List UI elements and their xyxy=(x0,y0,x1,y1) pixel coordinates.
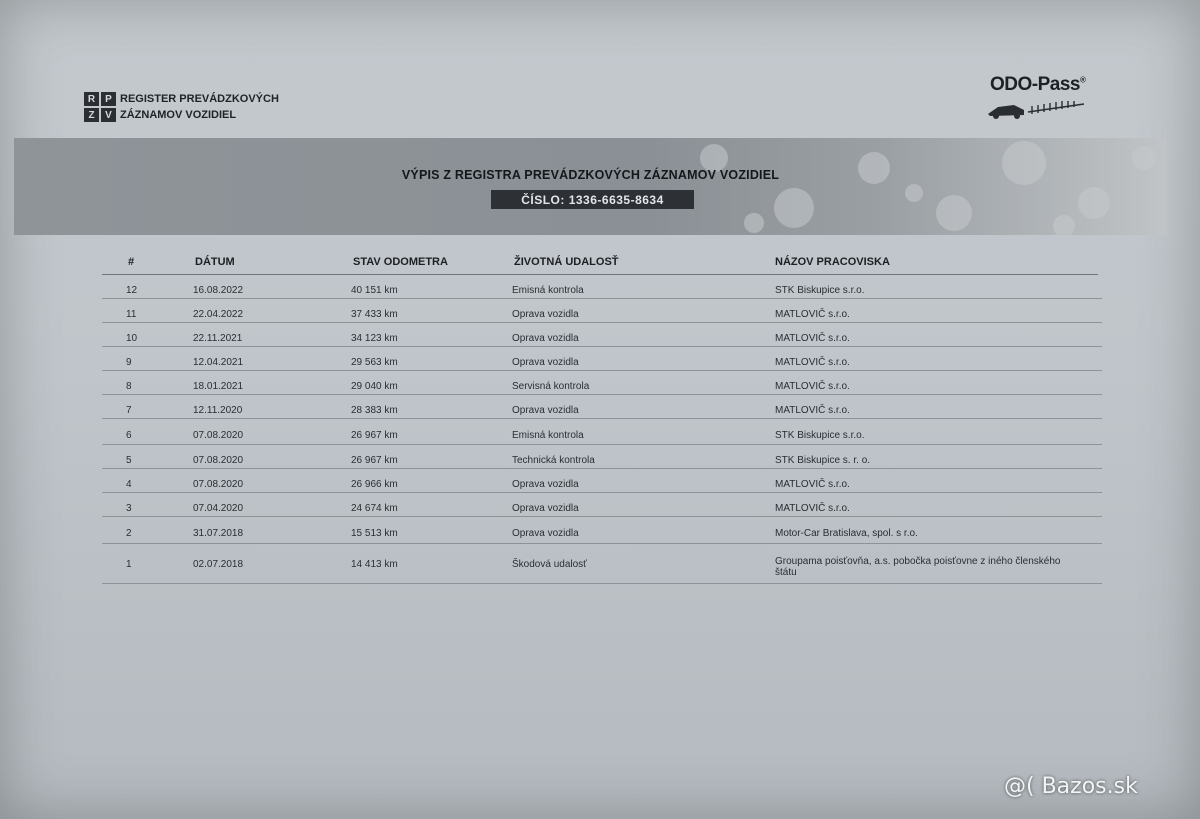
cell-event: Oprava vozidla xyxy=(512,528,579,539)
cell-workplace: Motor-Car Bratislava, spol. s r.o. xyxy=(775,528,918,539)
cell-event: Technická kontrola xyxy=(512,455,595,466)
register-line-1: REGISTER PREVÁDZKOVÝCH xyxy=(120,93,279,105)
cell-event: Servisná kontrola xyxy=(512,381,590,392)
cell-event: Oprava vozidla xyxy=(512,333,579,344)
cell-event: Oprava vozidla xyxy=(512,405,579,416)
cell-date: 22.11.2021 xyxy=(193,333,243,344)
column-header-odometer: STAV ODOMETRA xyxy=(353,256,448,268)
odo-pass-logo xyxy=(990,74,1110,124)
row-divider xyxy=(102,516,1102,517)
cell-date: 07.08.2020 xyxy=(193,479,244,490)
rpzv-letter: R xyxy=(84,92,99,106)
column-header-workplace: NÁZOV PRACOVISKA xyxy=(775,256,890,268)
row-divider xyxy=(102,492,1102,493)
row-divider xyxy=(102,468,1102,469)
register-name xyxy=(120,91,279,123)
rpzv-letter: P xyxy=(101,92,116,106)
cell-number: 5 xyxy=(126,455,132,466)
cell-odometer: 26 967 km xyxy=(351,455,398,466)
cell-odometer: 29 563 km xyxy=(351,357,398,368)
odo-pass-title: ODO-Pass xyxy=(990,74,1080,95)
cell-workplace: MATLOVIČ s.r.o. xyxy=(775,309,850,320)
cell-odometer: 40 151 km xyxy=(351,285,398,296)
table-header xyxy=(0,256,1200,274)
cell-number: 3 xyxy=(126,503,132,514)
cell-number: 6 xyxy=(126,430,132,441)
watermark: @( Bazos.sk xyxy=(1004,774,1138,799)
cell-event: Emisná kontrola xyxy=(512,430,584,441)
row-divider xyxy=(102,322,1102,323)
rpzv-logo xyxy=(84,91,279,123)
banner-texture xyxy=(654,138,1167,235)
cell-odometer: 15 513 km xyxy=(351,528,398,539)
cell-number: 12 xyxy=(126,285,138,296)
cell-workplace: MATLOVIČ s.r.o. xyxy=(775,503,850,514)
cell-date: 18.01.2021 xyxy=(193,381,244,392)
cell-workplace: STK Biskupice s.r.o. xyxy=(775,285,865,296)
cell-date: 12.04.2021 xyxy=(193,357,244,368)
document-title: VÝPIS Z REGISTRA PREVÁDZKOVÝCH ZÁZNAMOV VOZIDIEL xyxy=(401,168,780,182)
odo-pass-registered-mark: ® xyxy=(1079,75,1086,85)
cell-date: 02.07.2018 xyxy=(193,559,244,570)
cell-workplace: STK Biskupice s.r.o. xyxy=(775,430,865,441)
rpzv-letter: V xyxy=(101,108,116,122)
row-divider xyxy=(102,418,1102,419)
cell-odometer: 29 040 km xyxy=(351,381,398,392)
row-divider xyxy=(102,346,1102,347)
cell-number: 10 xyxy=(126,333,138,344)
cell-number: 2 xyxy=(126,528,132,539)
cell-workplace: Groupama poisťovňa, a.s. pobočka poisťovne z iného členského štátu xyxy=(775,556,1061,578)
cell-workplace: MATLOVIČ s.r.o. xyxy=(775,405,850,416)
cell-number: 8 xyxy=(126,381,132,392)
cell-date: 07.04.2020 xyxy=(193,503,244,514)
row-divider xyxy=(102,370,1102,371)
table-header-divider xyxy=(102,274,1098,275)
cell-event: Oprava vozidla xyxy=(512,503,579,514)
row-divider xyxy=(102,298,1102,299)
cell-number: 7 xyxy=(126,405,132,416)
column-header-number: # xyxy=(128,256,135,268)
rpzv-letter-grid xyxy=(84,92,116,122)
cell-event: Škodová udalosť xyxy=(512,559,587,570)
register-line-2: ZÁZNAMOV VOZIDIEL xyxy=(120,109,237,121)
cell-workplace: STK Biskupice s. r. o. xyxy=(775,455,871,466)
row-divider xyxy=(102,394,1102,395)
document-number: ČÍSLO: 1336-6635-8634 xyxy=(491,190,694,209)
cell-date: 22.04.2022 xyxy=(193,309,244,320)
cell-number: 1 xyxy=(126,559,132,570)
cell-date: 16.08.2022 xyxy=(193,285,244,296)
cell-date: 07.08.2020 xyxy=(193,455,244,466)
cell-odometer: 34 123 km xyxy=(351,333,398,344)
cell-number: 11 xyxy=(126,309,137,320)
cell-workplace: MATLOVIČ s.r.o. xyxy=(775,381,850,392)
cell-odometer: 28 383 km xyxy=(351,405,398,416)
cell-event: Oprava vozidla xyxy=(512,309,579,320)
cell-odometer: 24 674 km xyxy=(351,503,398,514)
column-header-date: DÁTUM xyxy=(195,256,235,268)
cell-event: Oprava vozidla xyxy=(512,357,579,368)
rpzv-letter: Z xyxy=(84,108,99,122)
cell-number: 4 xyxy=(126,479,132,490)
cell-workplace: MATLOVIČ s.r.o. xyxy=(775,479,850,490)
row-divider xyxy=(102,543,1102,544)
cell-workplace: MATLOVIČ s.r.o. xyxy=(775,357,850,368)
cell-odometer: 37 433 km xyxy=(351,309,398,320)
cell-date: 12.11.2020 xyxy=(193,405,243,416)
cell-event: Oprava vozidla xyxy=(512,479,579,490)
column-header-event: ŽIVOTNÁ UDALOSŤ xyxy=(514,256,619,268)
cell-date: 07.08.2020 xyxy=(193,430,244,441)
row-divider xyxy=(102,444,1102,445)
cell-odometer: 14 413 km xyxy=(351,559,398,570)
cell-date: 31.07.2018 xyxy=(193,528,244,539)
cell-odometer: 26 966 km xyxy=(351,479,398,490)
row-divider xyxy=(102,583,1102,584)
title-banner xyxy=(14,138,1167,235)
cell-workplace: MATLOVIČ s.r.o. xyxy=(775,333,850,344)
car-odometer-icon xyxy=(984,98,1094,120)
cell-odometer: 26 967 km xyxy=(351,430,398,441)
cell-event: Emisná kontrola xyxy=(512,285,584,296)
cell-number: 9 xyxy=(126,357,132,368)
